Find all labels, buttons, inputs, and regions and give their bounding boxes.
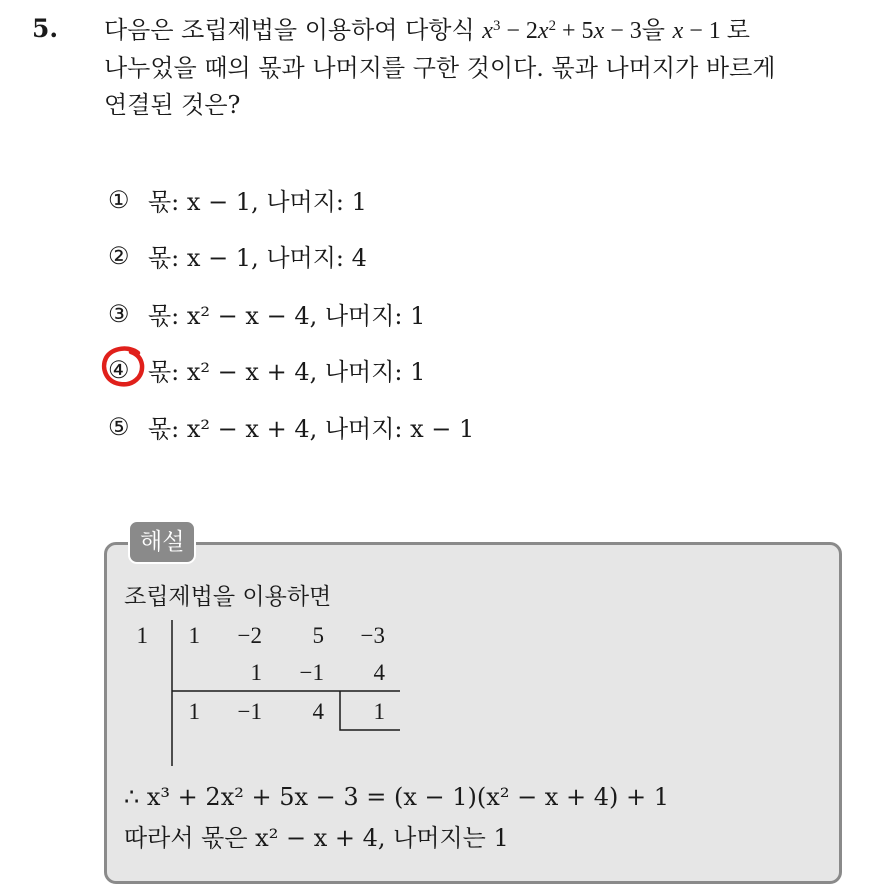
question-line-1: 다음은 조립제법을 이용하여 다항식 $x^3 - 2x^2 + 5x - 3$을 x − 1 로 — [104, 16, 750, 44]
row2-c3: −1 — [299, 660, 324, 685]
row1-c2: −2 — [237, 623, 262, 648]
choice-1-number: ① — [108, 185, 130, 214]
choice-2-number: ② — [108, 241, 130, 270]
row3-c3: 4 — [312, 699, 324, 724]
choice-5-label: 몫: x² − x + 4, 나머지: x − 1 — [148, 415, 475, 443]
question-line-1-prefix: 다음은 조립제법을 이용하여 다항식 — [104, 16, 483, 44]
row3-c1: 1 — [188, 699, 200, 724]
row3-c2: −1 — [237, 699, 262, 724]
choice-4-label: 몫: x² − x + 4, 나머지: 1 — [148, 358, 426, 386]
choice-4-number: ④ — [108, 355, 130, 384]
question-line-2: 나누었을 때의 몫과 나머지를 구한 것이다. 몫과 나머지가 바르게 — [104, 54, 776, 82]
question-number: 5. — [32, 14, 59, 43]
row1-c4: −3 — [360, 623, 385, 648]
choice-3-label: 몫: x² − x − 4, 나머지: 1 — [148, 302, 426, 330]
row1-c3: 5 — [312, 623, 324, 648]
solution-equation: ∴ x³ + 2x² + 5x − 3 = (x − 1)(x² − x + 4) + 1 — [124, 783, 669, 811]
question-line-1-end: 로 — [726, 16, 750, 44]
divisor: 1 — [136, 623, 148, 648]
solution-tag: 해설 — [128, 520, 196, 564]
question-line-3: 연결된 것은? — [104, 91, 241, 119]
choice-1-label: 몫: x − 1, 나머지: 1 — [148, 188, 367, 216]
question-line-1-suffix: 을 — [641, 16, 673, 44]
row2-c4: 4 — [373, 660, 385, 685]
choice-3-number: ③ — [108, 299, 130, 328]
choice-2-label: 몫: x − 1, 나머지: 4 — [148, 244, 367, 272]
row1-c1: 1 — [188, 623, 200, 648]
row2-c2: 1 — [250, 660, 262, 685]
solution-intro: 조립제법을 이용하면 — [124, 584, 332, 610]
remainder-box — [340, 691, 400, 730]
remainder: 1 — [373, 699, 385, 724]
solution-conclusion: 따라서 몫은 x² − x + 4, 나머지는 1 — [124, 824, 509, 852]
choice-5-number: ⑤ — [108, 412, 130, 441]
